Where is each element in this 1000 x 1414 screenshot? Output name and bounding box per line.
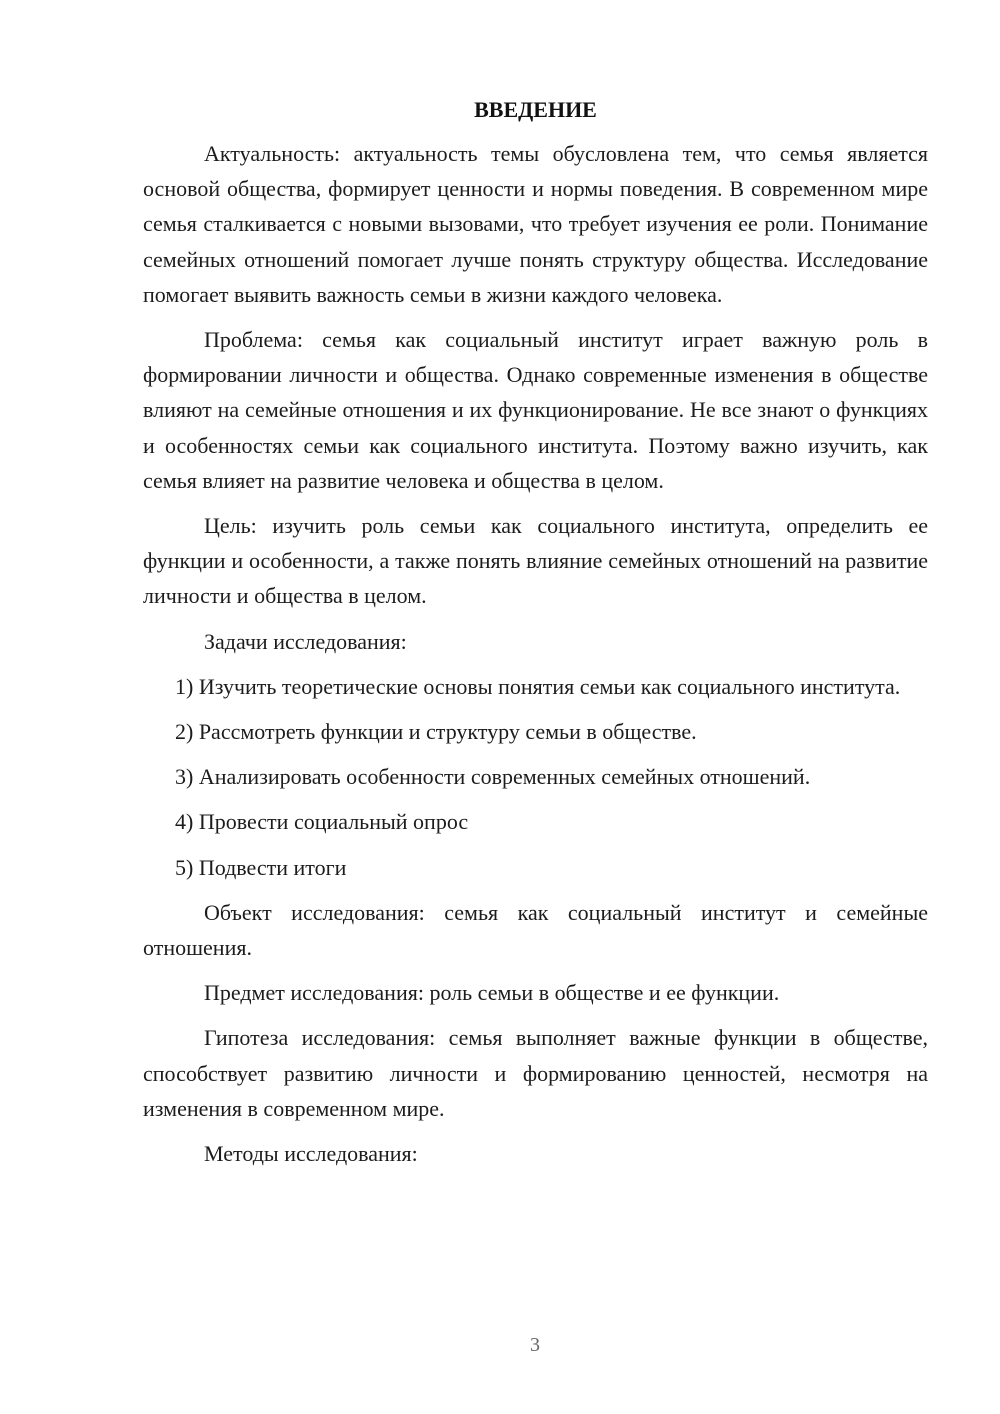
- subject-paragraph: Предмет исследования: роль семьи в обществе и ее функции.: [204, 980, 780, 1006]
- task-item: 1) Изучить теоретические основы понятия семьи как социального института.: [175, 673, 901, 699]
- problem-paragraph: Проблема: семья как социальный институт играет важную роль в формировании личности и общества. Однако современные изменения в обществе влияют на семейные отношения и их функционирование. Не все знают о функциях и особенностях семьи как социального института. Поэтому важно изучить, как семья влияет на развитие человека и общества в целом.: [143, 327, 928, 493]
- goal-paragraph: Цель: изучить роль семьи как социального института, определить ее функции и особенности, а также понять влияние семейных отношений на развитие личности и общества в целом.: [143, 513, 928, 609]
- page-content: [143, 94, 928, 1181]
- relevance-paragraph: Актуальность: актуальность темы обусловлена тем, что семья является основой общества, формирует ценности и нормы поведения. В современном мире семья сталкивается с новыми вызовами, что требует изучения ее роли. Понимание семейных отношений помогает лучше понять структуру общества. Исследование помогает выявить важность семьи в жизни каждого человека.: [143, 141, 928, 307]
- task-item: 3) Анализировать особенности современных семейных отношений.: [175, 764, 811, 790]
- task-item: 5) Подвести итоги: [175, 854, 347, 880]
- object-paragraph: Объект исследования: семья как социальный институт и семейные отношения.: [143, 899, 928, 961]
- tasks-heading: Задачи исследования:: [204, 628, 407, 654]
- task-item: 4) Провести социальный опрос: [175, 809, 469, 835]
- hypothesis-paragraph: Гипотеза исследования: семья выполняет важные функции в обществе, способствует развитию личности и формированию ценностей, несмотря на изменения в современном мире.: [143, 1025, 928, 1121]
- methods-heading: Методы исследования:: [204, 1141, 418, 1167]
- page-number: 3: [530, 1334, 540, 1356]
- section-heading: ВВЕДЕНИЕ: [474, 97, 597, 122]
- task-item: 2) Рассмотреть функции и структуру семьи в обществе.: [175, 719, 697, 745]
